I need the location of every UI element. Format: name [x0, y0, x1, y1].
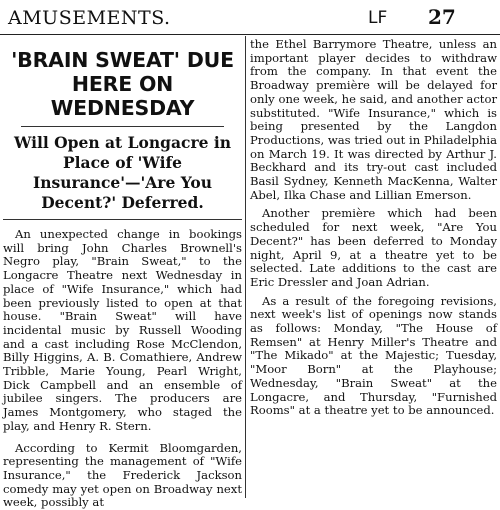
page-number: 27 [428, 5, 456, 29]
column-left [3, 38, 242, 510]
headline: 'BRAIN SWEAT' DUE HERE ON WEDNESDAY [11, 48, 234, 120]
column-rule [245, 36, 246, 498]
headline-block [3, 48, 242, 220]
headline-rule [21, 126, 224, 127]
article-paragraph: According to Kermit Bloomgarden, representing the management of "Wife Insurance," the Frederick Jackson comedy may yet open on Broadway next week, possibly at [3, 440, 242, 510]
article-paragraph: the Ethel Barrymore Theatre, unless an important player decides to withdraw from the company. In that event the Broadway première will be delayed for only one week, he said, and another actor substituted. "Wife Insurance," which is being presented by the Langdon Productions, was tried out in Philadelphia on March 19. It was directed by Arthur J. Beckhard and its try-out cast included Basil Sydney, Kenneth MacKenna, Walter Abel, Ilka Chase and Lillian Emerson. [250, 37, 497, 202]
section-name: AMUSEMENTS. [8, 7, 171, 29]
header-mark: LF [368, 8, 388, 28]
column-right [250, 38, 497, 500]
article-paragraph: An unexpected change in bookings will bring John Charles Brownell's Negro play, "Brain Sweat," to the Longacre Theatre next Wednesday in place of "Wife Insurance," which had been previously listed to open at that house. "Brain Sweat" will have incidental music by Russell Wooding and a cast including Rose McClendon, Billy Higgins, A. B. Comathiere, Andrew Tribble, Marie Young, Pearl Wright, Dick Campbell and an ensemble of jubilee singers. The producers are James Montgomery, who staged the play, and Henry R. Stern. [3, 227, 242, 433]
article-paragraph: As a result of the foregoing revisions, next week's list of openings now stands as follows: Monday, "The House of Remsen" at Henry Miller's Theatre and "The Mikado" at the Majestic; Tuesday, "Moor Born" at the Playhouse; Wednesday, "Brain Sweat" at the Longacre, and Thursday, "Furnished Rooms" at a theatre yet to be announced. [250, 293, 497, 418]
deck-subheadline: Will Open at Longacre in Place of 'Wife Insurance'—'Are You Decent?' Deferred. [13, 133, 232, 212]
page-header [0, 0, 500, 35]
article-paragraph: Another première which had been scheduled for next week, "Are You Decent?" has been deferred to Monday night, April 9, at a theatre yet to be selected. Late additions to the cast are Eric Dressler and Joan Adrian. [250, 206, 497, 289]
